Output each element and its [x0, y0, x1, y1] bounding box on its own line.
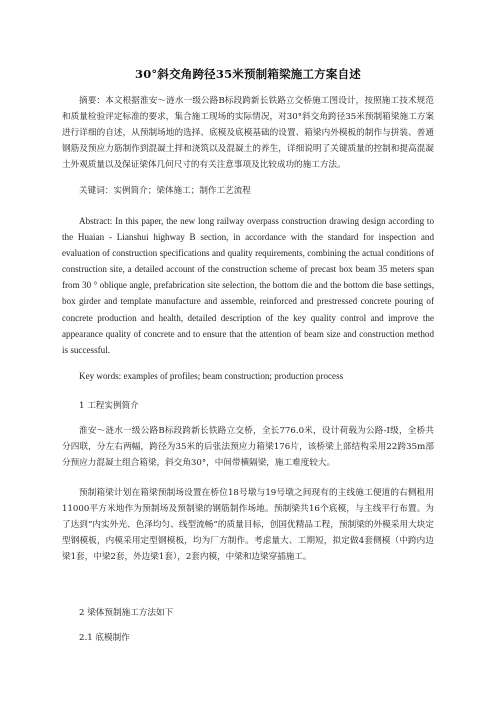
keywords-en: Key words: examples of profiles; beam construction; production process — [79, 371, 344, 381]
section-2-heading: 2 梁体预制施工方法如下 — [79, 608, 174, 618]
section-2-1-heading: 2.1 底模制作 — [79, 633, 130, 643]
section-1-paragraph-2: 预制箱梁计划在箱梁预制场设置在桥位18号墩与19号墩之间现有的主线施工便道的右侧租用11000平方米地作为预制场及预制梁的钢筋制作场地。预制梁共16个底模，与主线平行布置。为了达到“内实外光、色泽均匀、线型流畅”的质量目标，创国优精品工程，预制梁的外模采用大块定型钢模板，内模采用定型钢模板，均为厂方制作。考虑量大、工期短，拟定做4套侧模（中跨内边梁1套，中梁2套，外边梁1套），2套内模，中梁和边梁穿插施工。 — [62, 488, 434, 562]
section-1-paragraph-1: 淮安～涟水一级公路B标段跨新长铁路立交桥，全长776.0米，设计荷载为公路-I级，全桥共分四联，分左右两幅，跨径为35米的后张法预应力箱梁176片，该桥梁上部结构采用22跨35m部分预应力混凝土组合箱梁，斜交角30°，中间带横隔梁，施工难度较大。 — [62, 426, 434, 468]
abstract-cn: 摘要：本文根据淮安～涟水一级公路B标段跨新长铁路立交桥施工图设计，按照施工技术规范和质量检验评定标准的要求，集合施工现场的实际情况，对30°斜交角跨径35米预制箱梁施工方案进行详细的自述，从预制场地的选择、底模及底模基础的设置、箱梁内外模板的制作与拼装、普通钢筋及预应力筋制作到混凝土拌和浇筑以及混凝土的养生，详细说明了关键质量的控制和提高混凝土外观质量以及保证梁体几何尺寸的有关注意事项及比较成功的施工方法。 — [62, 96, 434, 170]
section-1-heading: 1 工程实例简介 — [79, 401, 139, 411]
document-title: 30°斜交角跨径35米预制箱梁施工方案自述 — [135, 67, 361, 81]
abstract-en: Abstract: In this paper, the new long railway overpass construction drawing design according to the Huaian - Lianshui highway B section, in accordance with the standard for inspection and evaluation of construction specifications and quality requirements, combining the actual conditions of construction site, a detailed account of the construction scheme of precast box beam 35 meters span from 30 ° oblique angle, prefabrication site selection, the bottom die and the bottom die base settings, box girder and template manufacture and assemble, reinforced and prestressed concrete pouring of concrete production and health, detailed description of the key quality control and improve the appearance quality of concrete and to ensure that the attention of beam size and construction method is successful. — [62, 216, 434, 355]
keywords-cn: 关键词：实例简介；梁体施工；制作工艺流程 — [79, 186, 251, 196]
